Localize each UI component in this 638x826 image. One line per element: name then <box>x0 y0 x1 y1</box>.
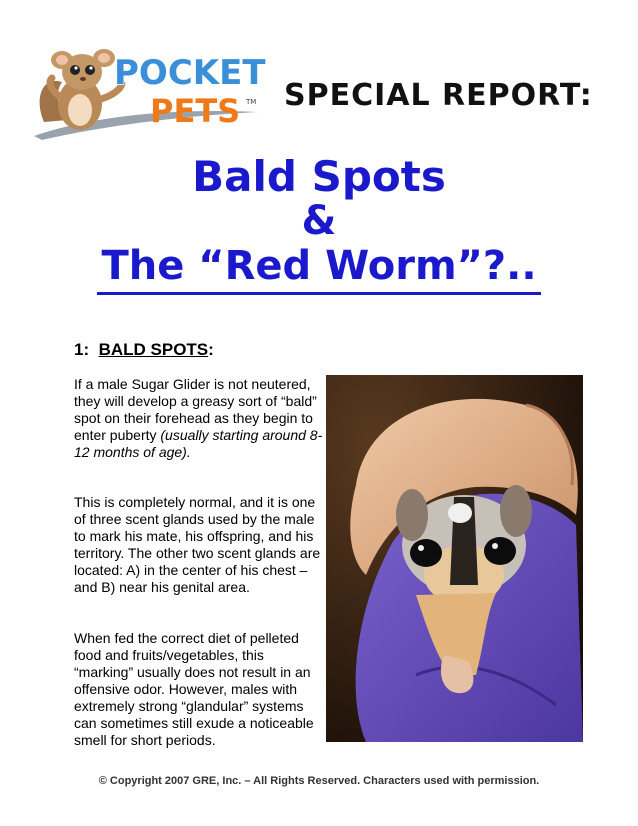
title-line-3-wrapper <box>0 240 638 295</box>
mascot-ear-inner-right <box>98 53 110 63</box>
mascot-eye-right <box>85 65 95 75</box>
mascot-eye-left <box>70 65 80 75</box>
glider-eye-shine-left <box>418 545 424 551</box>
pocket-pets-logo <box>32 38 272 142</box>
special-report-heading: SPECIAL REPORT: <box>284 78 593 113</box>
photo-graphic <box>326 375 583 742</box>
title-line-3: The “Red Worm”?.. <box>97 240 540 295</box>
paragraph-2-text: This is completely normal, and it is one of three scent glands used by the male to mark his mate, his offspring, and his territory. The other two scent glands are located: A) in the center of his chest – and B) near his genital area. <box>74 494 321 595</box>
glider-ear-right <box>500 485 532 537</box>
section-colon: : <box>208 340 214 359</box>
sugar-glider-photo <box>326 375 583 742</box>
glider-bald-spot <box>448 503 472 523</box>
glider-eye-left <box>410 539 442 567</box>
section-number: 1: <box>74 340 90 359</box>
section-title: BALD SPOTS <box>98 340 209 359</box>
paragraph-3-text: When fed the correct diet of pelleted food and fruits/vegetables, this “marking” usually does not result in an offensive odor. However, males with extremely strong “glandular” systems can sometimes still exude a noticeable smell for short periods. <box>74 630 314 748</box>
logo-graphic <box>32 38 272 142</box>
mascot-eye-shine-left <box>74 66 77 69</box>
paragraph-1 <box>74 376 324 461</box>
paragraph-1-italic: (usually starting around 8-12 months of age). <box>74 427 323 460</box>
mascot-nose <box>80 77 86 81</box>
mascot-belly <box>68 94 92 126</box>
paragraph-3 <box>74 630 324 749</box>
copyright-footer: © Copyright 2007 GRE, Inc. – All Rights Reserved. Characters used with permission. <box>98 775 540 787</box>
section-heading <box>74 340 214 360</box>
logo-trademark: TM <box>246 98 257 106</box>
glider-eye-shine-right <box>492 543 498 549</box>
title-line-2: & <box>301 198 337 244</box>
mascot-ear-inner-left <box>56 55 68 65</box>
paragraph-1-text: If a male Sugar Glider is not neutered, they will develop a greasy sort of “bald” spot on their forehead as they begin to enter puberty <box>74 376 317 443</box>
title-line-1: Bald Spots <box>192 152 446 201</box>
logo-word-pocket: POCKET <box>114 53 266 93</box>
glider-eye-right <box>484 537 516 565</box>
paragraph-2 <box>74 494 324 596</box>
mascot-eye-shine-right <box>89 66 92 69</box>
glider-ear-left <box>396 489 428 541</box>
logo-word-pets: PETS <box>150 92 241 130</box>
